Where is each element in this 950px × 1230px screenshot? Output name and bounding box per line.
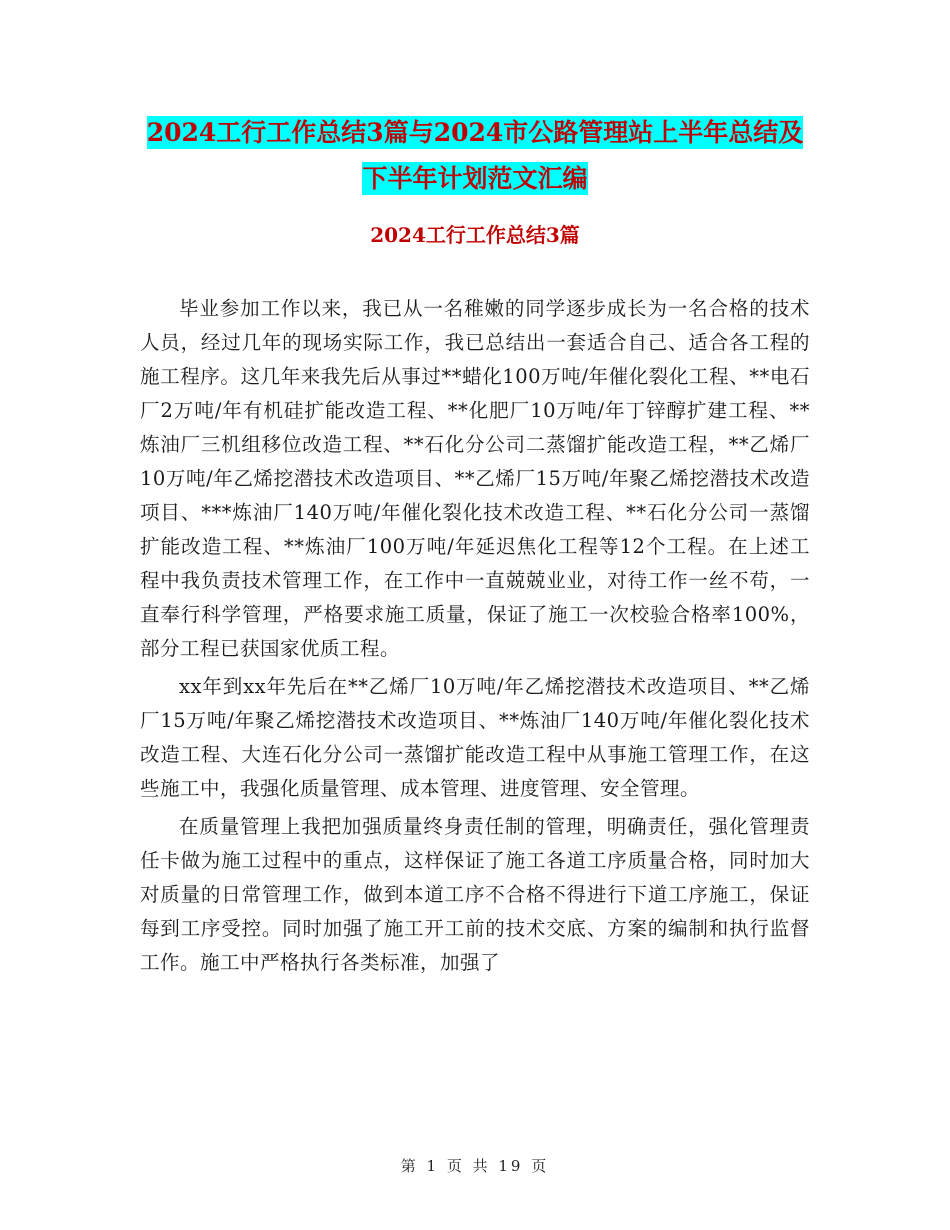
paragraph-1: 毕业参加工作以来，我已从一名稚嫩的同学逐步成长为一名合格的技术人员，经过几年的现场实际工作，我已总结出一套适合自己、适合各工程的施工程序。这几年来我先后从事过**蜡化100万吨/年催化裂化工程、**电石厂2万吨/年有机硅扩能改造工程、**化肥厂10万吨/年丁锌醇扩建工程、**炼油厂三机组移位改造工程、**石化分公司二蒸馏扩能改造工程，**乙烯厂10万吨/年乙烯挖潜技术改造项目、**乙烯厂15万吨/年聚乙烯挖潜技术改造项目、***炼油厂140万吨/年催化裂化技术改造工程、**石化分公司一蒸馏扩能改造工程、**炼油厂100万吨/年延迟焦化工程等12个工程。在上述工程中我负责技术管理工作，在工作中一直兢兢业业，对待工作一丝不苟，一直奉行科学管理，严格要求施工质量，保证了施工一次校验合格率100%，部分工程已获国家优质工程。 [140, 297, 810, 660]
paragraph-3: 在质量管理上我把加强质量终身责任制的管理，明确责任，强化管理责任卡做为施工过程中的重点，这样保证了施工各道工序质量合格，同时加大对质量的日常管理工作，做到本道工序不合格不得进行下道工序施工，保证每到工序受控。同时加强了施工开工前的技术交底、方案的编制和执行监督工作。施工中严格执行各类标准，加强了 [140, 815, 810, 974]
document-title-highlight: 2024工行工作总结3篇与2024市公路管理站上半年总结及下半年计划范文汇编 [146, 118, 804, 193]
document-title [140, 110, 810, 202]
paragraph-2: xx年到xx年先后在**乙烯厂10万吨/年乙烯挖潜技术改造项目、**乙烯厂15万吨/年聚乙烯挖潜技术改造项目、**炼油厂140万吨/年催化裂化技术改造工程、大连石化分公司一蒸馏扩能改造工程中从事施工管理工作，在这些施工中，我强化质量管理、成本管理、进度管理、安全管理。 [140, 675, 810, 800]
page-footer: 第 1 页 共 19 页 [400, 1157, 550, 1175]
section-title: 2024工行工作总结3篇 [370, 223, 580, 247]
document-body [140, 292, 810, 984]
